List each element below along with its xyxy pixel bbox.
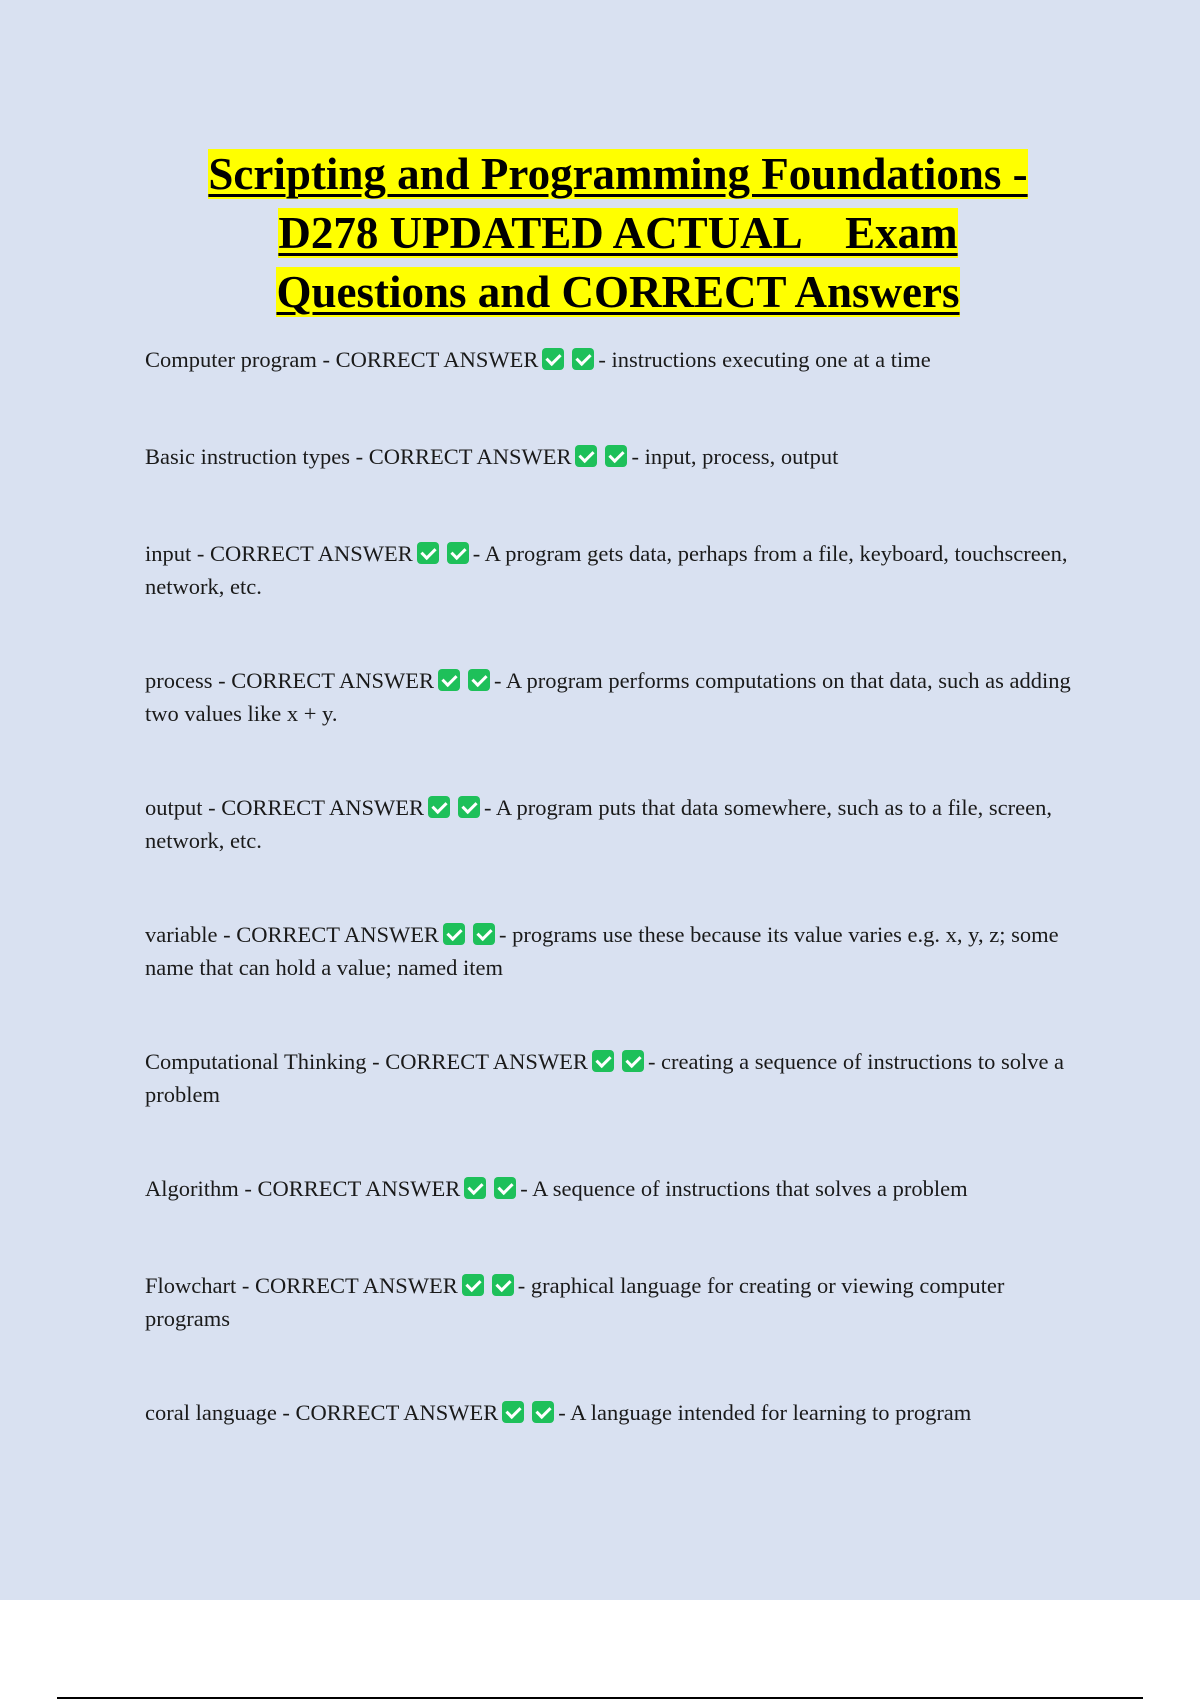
- entry-answer: - graphical language for creating or viewing computer programs: [145, 1273, 1005, 1331]
- title-line-1: Scripting and Programming Foundations -: [208, 149, 1028, 199]
- entry-term: Flowchart - CORRECT ANSWER: [145, 1273, 458, 1298]
- entry-term: Computer program - CORRECT ANSWER: [145, 347, 539, 372]
- qa-entry: [145, 440, 1085, 473]
- qa-entry: [145, 343, 1085, 376]
- qa-entry: [145, 791, 1085, 857]
- entry-answer: - creating a sequence of instructions to solve a problem: [145, 1049, 1065, 1107]
- entry-term: output - CORRECT ANSWER: [145, 795, 424, 820]
- title-line-2: D278 UPDATED ACTUAL Exam: [278, 208, 958, 258]
- entry-term: Computational Thinking - CORRECT ANSWER: [145, 1049, 588, 1074]
- check-mark-icon: [572, 348, 594, 370]
- entry-answer: - A program performs computations on that data, such as adding two values like x + y.: [145, 668, 1071, 726]
- qa-entry: [145, 537, 1085, 603]
- check-mark-icon: [468, 669, 490, 691]
- title-line-3: Questions and CORRECT Answers: [276, 267, 960, 317]
- entry-term: process - CORRECT ANSWER: [145, 668, 434, 693]
- check-mark-icon: [438, 669, 460, 691]
- check-mark-icon: [447, 542, 469, 564]
- entry-answer: - programs use these because its value varies e.g. x, y, z; some name that can hold a value; named item: [145, 922, 1059, 980]
- check-mark-icon: [502, 1401, 524, 1423]
- check-mark-icon: [492, 1274, 514, 1296]
- qa-entry: [145, 1045, 1085, 1111]
- qa-entry: [145, 1172, 1085, 1205]
- qa-entry: [145, 1269, 1085, 1335]
- entry-answer: - A language intended for learning to program: [558, 1400, 972, 1425]
- qa-entry: [145, 1396, 1085, 1429]
- entry-answer: - A program puts that data somewhere, such as to a file, screen, network, etc.: [145, 795, 1052, 853]
- entry-answer: - A sequence of instructions that solves a problem: [520, 1176, 968, 1201]
- check-mark-icon: [473, 923, 495, 945]
- entry-answer: - A program gets data, perhaps from a file, keyboard, touchscreen, network, etc.: [145, 541, 1068, 599]
- check-mark-icon: [592, 1050, 614, 1072]
- check-mark-icon: [464, 1177, 486, 1199]
- check-mark-icon: [428, 796, 450, 818]
- entry-answer: - instructions executing one at a time: [598, 347, 931, 372]
- check-mark-icon: [462, 1274, 484, 1296]
- entry-term: Basic instruction types - CORRECT ANSWER: [145, 444, 572, 469]
- qa-entry: [145, 918, 1085, 984]
- entry-term: input - CORRECT ANSWER: [145, 541, 413, 566]
- entry-term: variable - CORRECT ANSWER: [145, 922, 439, 947]
- entry-term: Algorithm - CORRECT ANSWER: [145, 1176, 461, 1201]
- check-mark-icon: [458, 796, 480, 818]
- check-mark-icon: [443, 923, 465, 945]
- check-mark-icon: [622, 1050, 644, 1072]
- footer-divider: [57, 1697, 1143, 1699]
- check-mark-icon: [494, 1177, 516, 1199]
- check-mark-icon: [417, 542, 439, 564]
- qa-entry: [145, 664, 1085, 730]
- entry-answer: - input, process, output: [631, 444, 839, 469]
- check-mark-icon: [532, 1401, 554, 1423]
- check-mark-icon: [605, 445, 627, 467]
- document-title: [145, 145, 1091, 322]
- check-mark-icon: [575, 445, 597, 467]
- check-mark-icon: [542, 348, 564, 370]
- entry-term: coral language - CORRECT ANSWER: [145, 1400, 499, 1425]
